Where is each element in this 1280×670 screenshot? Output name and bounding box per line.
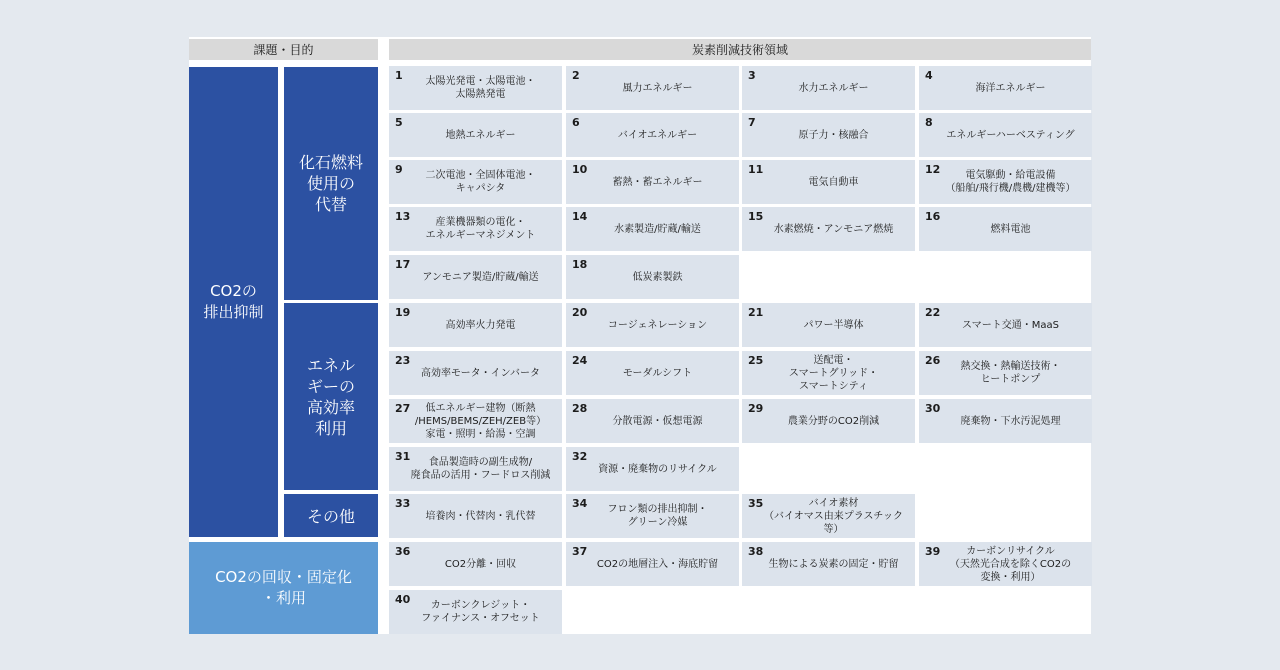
tech-number: 1 bbox=[395, 69, 403, 82]
tech-cell-27 bbox=[389, 399, 562, 443]
tech-cell-36 bbox=[389, 542, 562, 586]
tech-number: 21 bbox=[748, 306, 764, 319]
tech-number: 19 bbox=[395, 306, 411, 319]
tech-number: 12 bbox=[925, 163, 941, 176]
tech-label: 廃棄物・下水汚泥処理 bbox=[960, 415, 1061, 427]
tech-cell-38 bbox=[742, 542, 915, 586]
tech-label: 培養肉・代替肉・乳代替 bbox=[425, 510, 536, 522]
tech-label: エネルギーハーベスティング bbox=[946, 129, 1075, 141]
tech-label: カーボンリサイクル （天然光合成を除くCO2の 変換・利用） bbox=[949, 545, 1072, 583]
tech-label: 海洋エネルギー bbox=[975, 82, 1046, 94]
tech-label: CO2分離・回収 bbox=[444, 558, 517, 570]
tech-label: バイオエネルギー bbox=[617, 129, 698, 141]
header-tech-areas: 炭素削減技術領域 bbox=[389, 39, 1091, 60]
tech-number: 38 bbox=[748, 545, 764, 558]
tech-cell-35 bbox=[742, 494, 915, 538]
tech-cell-39 bbox=[919, 542, 1092, 586]
tech-label: 分散電源・仮想電源 bbox=[612, 415, 703, 427]
tech-cell-20 bbox=[566, 303, 739, 347]
tech-number: 22 bbox=[925, 306, 941, 319]
tech-cell-31 bbox=[389, 447, 562, 491]
header-issues: 課題・目的 bbox=[189, 39, 378, 60]
tech-cell-14 bbox=[566, 207, 739, 251]
tech-label: バイオ素材 （バイオマス由来プラスチック 等） bbox=[764, 497, 903, 535]
tech-label: スマート交通・MaaS bbox=[961, 319, 1060, 331]
tech-number: 27 bbox=[395, 402, 411, 415]
tech-number: 35 bbox=[748, 497, 764, 510]
tech-cell-26 bbox=[919, 351, 1092, 395]
tech-cell-16 bbox=[919, 207, 1092, 251]
tech-number: 33 bbox=[395, 497, 411, 510]
tech-label: 生物による炭素の固定・貯留 bbox=[768, 558, 899, 570]
tech-number: 3 bbox=[748, 69, 756, 82]
tech-number: 20 bbox=[572, 306, 588, 319]
tech-number: 29 bbox=[748, 402, 764, 415]
tech-number: 13 bbox=[395, 210, 411, 223]
tech-number: 4 bbox=[925, 69, 933, 82]
tech-number: 10 bbox=[572, 163, 588, 176]
tech-number: 26 bbox=[925, 354, 941, 367]
tech-cell-28 bbox=[566, 399, 739, 443]
tech-label: 熱交換・熱輸送技術・ ヒートポンプ bbox=[960, 361, 1061, 385]
tech-cell-24 bbox=[566, 351, 739, 395]
tech-label: CO2の地層注入・海底貯留 bbox=[596, 558, 719, 570]
tech-number: 8 bbox=[925, 116, 933, 129]
tech-number: 40 bbox=[395, 593, 411, 606]
tech-number: 15 bbox=[748, 210, 764, 223]
tech-label: 資源・廃棄物のリサイクル bbox=[598, 463, 717, 475]
category-co2-emission-suppression: CO2の 排出抑制 bbox=[189, 67, 278, 537]
tech-label: 農業分野のCO2削減 bbox=[787, 415, 880, 427]
tech-cell-10 bbox=[566, 160, 739, 204]
tech-label: 水素燃焼・アンモニア燃焼 bbox=[773, 223, 894, 235]
tech-number: 39 bbox=[925, 545, 941, 558]
tech-cell-1 bbox=[389, 66, 562, 110]
tech-number: 7 bbox=[748, 116, 756, 129]
tech-number: 31 bbox=[395, 450, 411, 463]
tech-label: コージェネレーション bbox=[607, 319, 708, 331]
tech-number: 18 bbox=[572, 258, 588, 271]
tech-number: 36 bbox=[395, 545, 411, 558]
tech-cell-4 bbox=[919, 66, 1092, 110]
tech-number: 32 bbox=[572, 450, 588, 463]
tech-cell-33 bbox=[389, 494, 562, 538]
tech-label: モーダルシフト bbox=[622, 367, 693, 379]
tech-number: 5 bbox=[395, 116, 403, 129]
tech-cell-30 bbox=[919, 399, 1092, 443]
tech-label: 高効率モータ・インバータ bbox=[421, 367, 540, 379]
tech-cell-21 bbox=[742, 303, 915, 347]
tech-cell-7 bbox=[742, 113, 915, 157]
tech-cell-13 bbox=[389, 207, 562, 251]
tech-cell-6 bbox=[566, 113, 739, 157]
tech-number: 17 bbox=[395, 258, 411, 271]
tech-label: 太陽光発電・太陽電池・ 太陽熱発電 bbox=[425, 76, 536, 100]
tech-number: 6 bbox=[572, 116, 580, 129]
tech-cell-12 bbox=[919, 160, 1092, 204]
tech-number: 24 bbox=[572, 354, 588, 367]
tech-cell-9 bbox=[389, 160, 562, 204]
tech-cell-40 bbox=[389, 590, 562, 634]
tech-number: 23 bbox=[395, 354, 411, 367]
tech-number: 9 bbox=[395, 163, 403, 176]
tech-label: 地熱エネルギー bbox=[445, 129, 516, 141]
tech-number: 25 bbox=[748, 354, 764, 367]
tech-label: カーボンクレジット・ ファイナンス・オフセット bbox=[421, 600, 540, 624]
tech-number: 28 bbox=[572, 402, 588, 415]
tech-label: 産業機器類の電化・ エネルギーマネジメント bbox=[425, 217, 536, 241]
subcategory-fossil-fuel-replacement: 化石燃料 使用の 代替 bbox=[284, 67, 378, 300]
subcategory-other: その他 bbox=[284, 494, 378, 537]
tech-cell-17 bbox=[389, 255, 562, 299]
tech-label: 高効率火力発電 bbox=[445, 319, 516, 331]
tech-cell-15 bbox=[742, 207, 915, 251]
tech-label: 原子力・核融合 bbox=[798, 129, 869, 141]
tech-label: パワー半導体 bbox=[803, 319, 864, 331]
tech-cell-32 bbox=[566, 447, 739, 491]
tech-label: 送配電・ スマートグリッド・ スマートシティ bbox=[788, 354, 879, 392]
tech-label: 水力エネルギー bbox=[798, 82, 869, 94]
tech-label: 燃料電池 bbox=[990, 223, 1031, 235]
tech-cell-37 bbox=[566, 542, 739, 586]
tech-number: 14 bbox=[572, 210, 588, 223]
tech-cell-34 bbox=[566, 494, 739, 538]
tech-number: 11 bbox=[748, 163, 764, 176]
tech-number: 30 bbox=[925, 402, 941, 415]
tech-number: 37 bbox=[572, 545, 588, 558]
tech-cell-11 bbox=[742, 160, 915, 204]
tech-number: 2 bbox=[572, 69, 580, 82]
tech-label: 二次電池・全固体電池・ キャパシタ bbox=[425, 170, 536, 194]
tech-cell-23 bbox=[389, 351, 562, 395]
tech-label: アンモニア製造/貯蔵/輸送 bbox=[422, 271, 539, 283]
tech-label: 水素製造/貯蔵/輸送 bbox=[614, 223, 701, 235]
tech-cell-25 bbox=[742, 351, 915, 395]
tech-label: 風力エネルギー bbox=[622, 82, 693, 94]
tech-label: フロン類の排出抑制・ グリーン冷媒 bbox=[607, 504, 708, 528]
tech-number: 16 bbox=[925, 210, 941, 223]
tech-cell-29 bbox=[742, 399, 915, 443]
tech-cell-8 bbox=[919, 113, 1092, 157]
tech-cell-22 bbox=[919, 303, 1092, 347]
tech-cell-5 bbox=[389, 113, 562, 157]
tech-label: 電気自動車 bbox=[808, 176, 859, 188]
tech-cell-18 bbox=[566, 255, 739, 299]
tech-cell-3 bbox=[742, 66, 915, 110]
tech-label: 電気駆動・給電設備 （船舶/飛行機/農機/建機等） bbox=[945, 170, 1076, 194]
tech-cell-2 bbox=[566, 66, 739, 110]
tech-label: 食品製造時の副生成物/ 廃食品の活用・フードロス削減 bbox=[410, 457, 551, 481]
tech-label: 蓄熱・蓄エネルギー bbox=[612, 176, 703, 188]
tech-number: 34 bbox=[572, 497, 588, 510]
tech-cell-19 bbox=[389, 303, 562, 347]
tech-label: 低炭素製鉄 bbox=[632, 271, 683, 283]
tech-label: 低エネルギー建物（断熱 /HEMS/BEMS/ZEH/ZEB等） 家電・照明・給湯・空調 bbox=[414, 402, 547, 440]
subcategory-efficient-energy-use: エネル ギーの 高効率 利用 bbox=[284, 303, 378, 490]
category-co2-capture-utilization: CO2の回収・固定化 ・利用 bbox=[189, 542, 378, 634]
